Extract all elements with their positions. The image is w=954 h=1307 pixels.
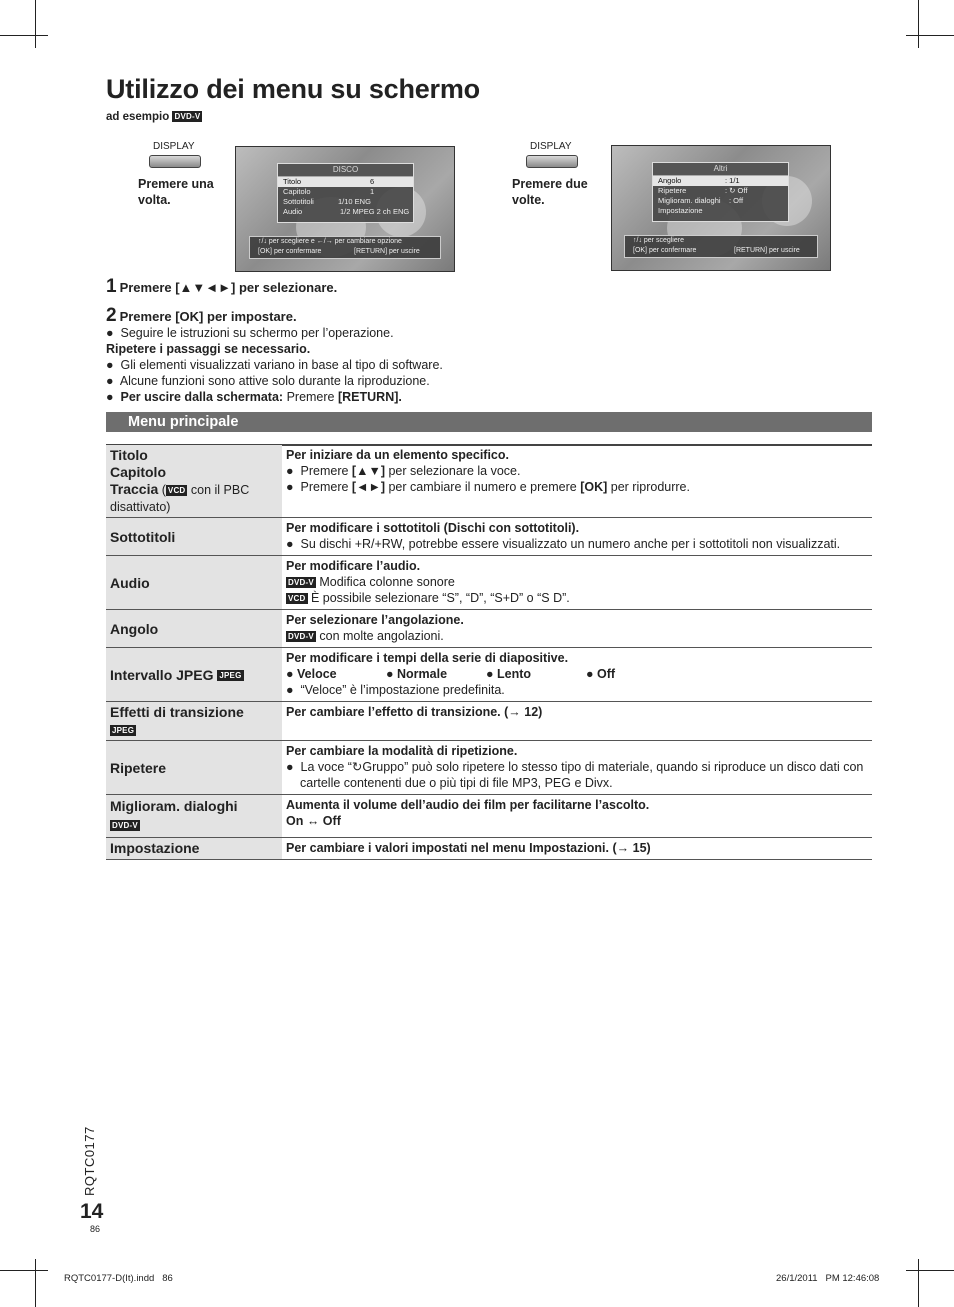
left-instruction: Premere una volta.	[138, 177, 214, 207]
bullet-text: “Veloce” è l’impostazione predefinita.	[300, 683, 505, 697]
bullet: ● Premere [◄►] per cambiare il numero e premere [OK] per riprodurre.	[286, 480, 690, 494]
row-content	[282, 648, 872, 702]
bullet-text: Su dischi +R/+RW, potrebbe essere visualizzato un numero anche per i sottotitoli non visualizzati.	[300, 537, 841, 551]
osd-footer-return: [RETURN] per uscire	[734, 247, 800, 254]
row-description: Per modificare i tempi della serie di diapositive.	[286, 651, 569, 665]
row-content	[282, 445, 872, 518]
key-label: [◄►]	[351, 480, 385, 494]
page-number: 14	[80, 1200, 104, 1223]
bullet-text: La voce “↻Gruppo” può solo ripetere lo stesso tipo di materiale, quando si riproduce un disco dati con cartelle contenenti due o più tipi di file MP3, PEG e Divx.	[300, 760, 864, 790]
bullet: ● Su dischi +R/+RW, potrebbe essere visualizzato un numero anche per i sottotitoli non visualizzati.	[286, 537, 841, 551]
osd-footer-line	[258, 247, 432, 257]
row-description: Per iniziare da un elemento specifico.	[286, 448, 509, 462]
note-exit: ● Per uscire dalla schermata: Premere [RETURN].	[106, 390, 402, 404]
row-label: Sottotitoli	[106, 518, 282, 556]
osd-row	[653, 196, 788, 206]
row-content	[282, 702, 872, 741]
note-repeat: Ripetere i passaggi se necessario.	[106, 342, 311, 356]
file-info: RQTC0177-D(It).indd 86	[64, 1273, 173, 1284]
display-label: DISPLAY	[153, 141, 195, 152]
page-title: Utilizzo dei menu su schermo	[106, 74, 480, 104]
section-header	[106, 412, 872, 432]
osd-menu	[652, 162, 789, 222]
step-text: Premere [▲▼◄►] per selezionare.	[119, 280, 338, 295]
row-content	[282, 610, 872, 648]
row-description: Aumenta il volume dell’audio dei film per facilitarne l’ascolto.	[286, 798, 650, 812]
crop-mark	[35, 1259, 36, 1307]
sub-page-number: 86	[90, 1224, 101, 1234]
audio-text: Modifica colonne sonore	[315, 575, 455, 589]
option-veloce: ● Veloce	[286, 667, 337, 681]
label-traccia-note: con il PBC disattivato)	[110, 483, 250, 514]
osd-footer-ok: [OK] per confermare	[258, 248, 322, 255]
bullet-text: per riprodurre.	[607, 480, 690, 494]
crop-mark	[0, 1270, 48, 1271]
vcd-badge: VCD	[167, 485, 186, 495]
tv-screen-left	[235, 146, 455, 272]
row-label	[106, 445, 282, 518]
label-titolo: Titolo	[110, 447, 148, 463]
crop-mark	[918, 1259, 919, 1307]
note-some: ● Alcune funzioni sono attive solo durante la riproduzione.	[106, 374, 430, 388]
osd-row	[278, 207, 413, 217]
table-row	[106, 702, 872, 741]
label-capitolo: Capitolo	[110, 464, 166, 480]
angolo-text: con molte angolazioni.	[315, 629, 444, 643]
row-label	[106, 702, 282, 741]
dvd-v-badge: DVD-V	[288, 632, 314, 642]
osd-footer-line: ↑/↓ per scegliere	[633, 237, 684, 244]
osd-row-name: Sottotitoli	[283, 197, 314, 206]
row-description: Per cambiare i valori impostati nel menu Impostazioni. (→ 15)	[286, 841, 651, 855]
option-off: ● Off	[586, 667, 616, 681]
osd-row-value: 6	[370, 177, 375, 186]
row-content	[282, 795, 872, 838]
note-exit-normal: Premere	[283, 390, 338, 404]
dvd-v-badge: DVD-V	[174, 112, 201, 122]
angolo-line	[286, 628, 868, 644]
table-row	[106, 518, 872, 556]
dvd-v-badge: DVD-V	[288, 578, 314, 588]
table-row	[106, 838, 872, 860]
osd-row-value: : 1/1	[725, 176, 740, 185]
section-title: Menu principale	[128, 414, 239, 430]
step-text: Premere [OK] per impostare.	[119, 309, 297, 324]
table-row	[106, 610, 872, 648]
step-number: 2	[106, 305, 117, 326]
crop-mark	[35, 0, 36, 48]
row-content	[282, 518, 872, 556]
row-content	[282, 741, 872, 795]
crop-mark	[918, 0, 919, 48]
jpeg-options	[286, 666, 868, 682]
bullet: ● Premere [▲▼] per selezionare la voce.	[286, 464, 521, 478]
audio-line	[286, 590, 868, 606]
osd-row-name: Ripetere	[658, 186, 687, 195]
tv-screen-right	[611, 145, 831, 271]
label-traccia: Traccia	[110, 481, 159, 497]
note-exit-bold: Per uscire dalla schermata:	[120, 390, 284, 404]
osd-footer	[249, 236, 441, 259]
osd-row	[278, 187, 413, 197]
osd-footer-ok: [OK] per confermare	[633, 247, 697, 254]
bullet: ● La voce “↻Gruppo” può solo ripetere lo stesso tipo di materiale, quando si riproduce un disco dati con cartelle contenenti due o più tipi di file MP3, PEG e Divx.	[286, 760, 864, 790]
osd-row	[278, 197, 413, 207]
row-label	[106, 795, 282, 838]
osd-row-name: Angolo	[658, 176, 682, 185]
osd-footer-line: ↑/↓ per scegliere e ←/→ per cambiare opzione	[258, 238, 402, 245]
row-description: Per cambiare l’effetto di transizione. (→ 12)	[286, 705, 543, 719]
osd-row-value: 1	[370, 187, 375, 196]
table-row	[106, 741, 872, 795]
row-label	[106, 648, 282, 702]
osd-header: Altri	[653, 163, 788, 176]
row-label: Impostazione	[106, 838, 282, 860]
osd-header: DISCO	[278, 164, 413, 177]
table-row	[106, 795, 872, 838]
bullet-text: Premere	[300, 480, 352, 494]
note-vary: ● Gli elementi visualizzati variano in base al tipo di software.	[106, 358, 443, 372]
osd-row	[653, 186, 788, 196]
osd-row-name: Miglioram. dialoghi	[658, 196, 721, 205]
dvd-v-badge: DVD-V	[112, 820, 138, 830]
row-description: Per selezionare l’angolazione.	[286, 613, 464, 627]
label-jpeg: Intervallo JPEG	[110, 666, 214, 683]
note-text: Gli elementi visualizzati variano in base al tipo di software.	[120, 358, 443, 372]
osd-row-name: Impostazione	[658, 206, 703, 215]
crop-mark	[0, 35, 48, 36]
jpeg-badge: JPEG	[112, 725, 135, 735]
osd-row	[278, 177, 413, 187]
row-label: Audio	[106, 556, 282, 610]
osd-row-name: Capitolo	[283, 187, 311, 196]
print-date: 26/1/2011 PM 12:46:08	[776, 1273, 880, 1284]
note-exit-key: [RETURN].	[337, 390, 402, 404]
document-code: RQTC0177	[82, 1126, 97, 1196]
osd-footer-return: [RETURN] per uscire	[354, 248, 420, 255]
key-label: [OK]	[580, 480, 608, 494]
table-row	[106, 445, 872, 518]
row-content	[282, 838, 872, 860]
step-2	[106, 305, 297, 327]
note-text: Seguire le istruzioni su schermo per l’operazione.	[120, 326, 394, 340]
note-follow: ● Seguire le istruzioni su schermo per l’operazione.	[106, 326, 394, 340]
row-label: Ripetere	[106, 741, 282, 795]
crop-mark	[906, 1270, 954, 1271]
example-label	[106, 111, 202, 123]
step-number: 1	[106, 276, 117, 297]
crop-mark	[906, 35, 954, 36]
vcd-badge: VCD	[288, 594, 306, 604]
table-row	[106, 556, 872, 610]
step-1	[106, 276, 337, 298]
label-miglioram: Miglioram. dialoghi	[110, 798, 238, 814]
osd-menu	[277, 163, 414, 223]
osd-row-name: Titolo	[283, 177, 302, 186]
key-label: [▲▼]	[351, 464, 385, 478]
osd-footer-line	[633, 246, 809, 256]
osd-footer	[624, 235, 818, 258]
osd-row-value: : Off	[729, 196, 744, 205]
display-button-icon	[149, 155, 201, 168]
bullet-text: per selezionare la voce.	[384, 464, 521, 478]
table-row	[106, 648, 872, 702]
row-description: Per modificare i sottotitoli (Dischi con sottotitoli).	[286, 521, 580, 535]
row-description: Per modificare l’audio.	[286, 559, 421, 573]
option-normale: ● Normale	[386, 667, 448, 681]
label-traccia-line	[110, 481, 280, 515]
toggle-values: On ↔ Off	[286, 814, 341, 828]
osd-row-value: : ↻ Off	[725, 186, 748, 195]
note-text: Alcune funzioni sono attive solo durante la riproduzione.	[119, 374, 430, 388]
bullet-text: Premere	[300, 464, 352, 478]
osd-row-name: Audio	[283, 207, 303, 216]
audio-text: È possibile selezionare “S”, “D”, “S+D” o “S D”.	[307, 591, 570, 605]
label-effetti: Effetti di transizione	[110, 704, 244, 720]
display-button-icon	[526, 155, 578, 168]
option-lento: ● Lento	[486, 667, 532, 681]
osd-row-value: 1/10 ENG	[338, 197, 371, 206]
audio-line	[286, 574, 868, 590]
label-traccia-paren: (	[158, 483, 166, 497]
osd-row	[653, 176, 788, 186]
menu-table	[106, 445, 872, 860]
jpeg-badge: JPEG	[219, 671, 242, 681]
osd-row	[653, 206, 788, 216]
display-label: DISPLAY	[530, 141, 572, 152]
right-instruction: Premere due volte.	[512, 177, 588, 207]
bullet: ● “Veloce” è l’impostazione predefinita.	[286, 683, 505, 697]
row-content	[282, 556, 872, 610]
example-text: ad esempio	[106, 111, 170, 123]
row-description: Per cambiare la modalità di ripetizione.	[286, 744, 518, 758]
row-label: Angolo	[106, 610, 282, 648]
bullet-text: per cambiare il numero e premere	[384, 480, 581, 494]
osd-row-value: 1/2 MPEG 2 ch ENG	[340, 207, 410, 216]
